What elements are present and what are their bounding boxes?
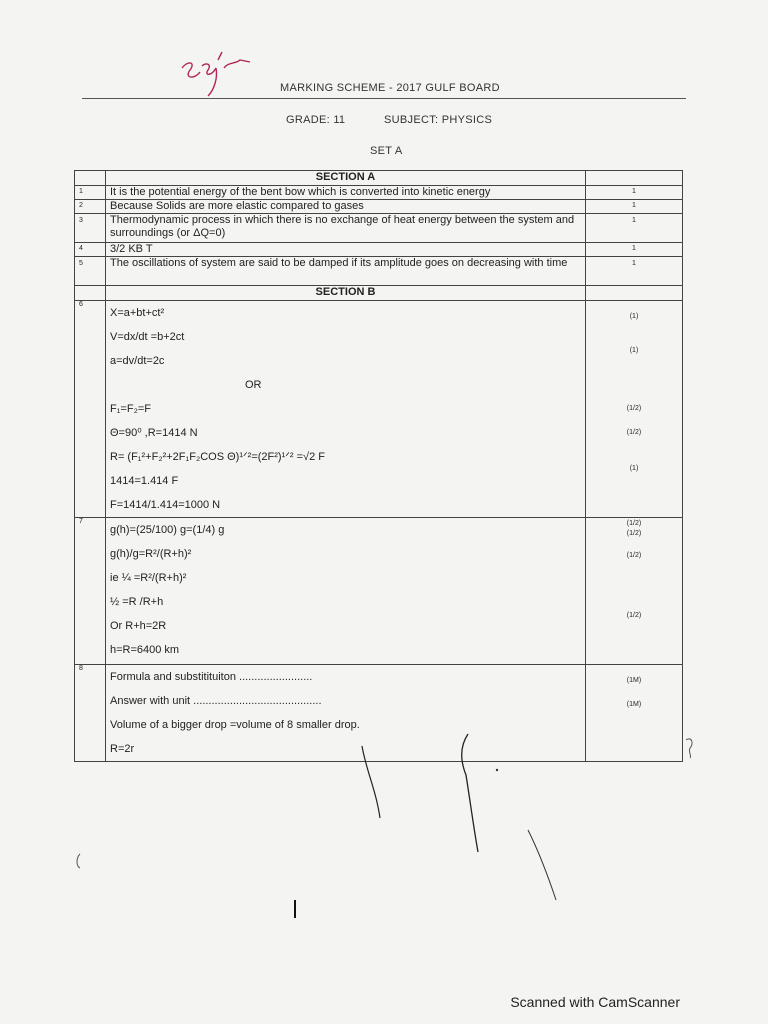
answer-text: Thermodynamic process in which there is no exchange of heat energy between the system and surroundings (or ΔQ=0): [106, 214, 586, 243]
page-title: MARKING SCHEME - 2017 GULF BOARD: [280, 82, 500, 94]
mark-value: 1: [586, 186, 683, 200]
answer-line: F=1414/1.414=1000 N: [110, 499, 221, 511]
section-a-title: SECTION A: [106, 171, 586, 186]
mark-value: (1): [629, 313, 639, 320]
mark-value: (1/2): [626, 552, 642, 559]
table-row: [75, 301, 683, 518]
mark-column: [586, 301, 683, 518]
answer-line: Answer with unit ..........................................: [110, 695, 322, 707]
mark-value: 1: [586, 214, 683, 243]
table-row: [75, 665, 683, 762]
mark-value: (1/2): [626, 405, 642, 412]
answer-line: a=dv/dt=2c: [110, 355, 165, 367]
answer-text: The oscillations of system are said to be damped if its amplitude goes on decreasing with time: [106, 257, 586, 286]
answer-line: ie ¼ =R²/(R+h)²: [110, 572, 187, 584]
question-number: 6: [75, 301, 106, 518]
mark-value: (1M): [626, 677, 642, 684]
scanner-watermark: Scanned with CamScanner: [510, 994, 680, 1010]
mark-value: 1: [586, 200, 683, 214]
answer-text: 3/2 KB T: [106, 243, 586, 257]
answer-line: V=dx/dt =b+2ct: [110, 331, 185, 343]
signature: [178, 42, 258, 102]
table-row: [75, 200, 683, 214]
marking-table: [74, 170, 683, 762]
set-label: SET A: [370, 145, 403, 157]
section-b-header-row: [75, 286, 683, 301]
question-number: 2: [75, 200, 106, 214]
mark-value: 1: [586, 243, 683, 257]
mark-value: (1): [629, 347, 639, 354]
answer-line: g(h)=(25/100) g=(1/4) g: [110, 524, 225, 536]
answer-line: F₁=F₂=F: [110, 403, 151, 415]
mark-value: (1/2): [626, 530, 642, 537]
answer-line: Or R+h=2R: [110, 620, 167, 632]
answer-line: Θ=90⁰ ,R=1414 N: [110, 427, 198, 439]
answer-line: Formula and substitituiton ........................: [110, 671, 313, 683]
answer-line: ½ =R /R+h: [110, 596, 164, 608]
answer-block: [106, 518, 586, 665]
table-row: [75, 243, 683, 257]
mark-value: (1/2): [626, 429, 642, 436]
question-number: 7: [75, 518, 106, 665]
header-rule: [82, 98, 686, 99]
or-separator: OR: [245, 379, 262, 391]
answer-line: 1414=1.414 F: [110, 475, 179, 487]
question-number: 4: [75, 243, 106, 257]
answer-text: Because Solids are more elastic compared to gases: [106, 200, 586, 214]
mark-column: [586, 518, 683, 665]
mark-value: (1/2): [626, 612, 642, 619]
answer-line: h=R=6400 km: [110, 644, 180, 656]
question-number: 3: [75, 214, 106, 243]
answer-text: It is the potential energy of the bent bow which is converted into kinetic energy: [106, 186, 586, 200]
section-b-title: SECTION B: [106, 286, 586, 301]
mark-value: (1M): [626, 701, 642, 708]
mark-value: (1): [629, 465, 639, 472]
mark-value: (1/2): [626, 520, 642, 527]
answer-block: [106, 665, 586, 762]
table-row: [75, 518, 683, 665]
mark-value: 1: [586, 257, 683, 286]
answer-line: X=a+bt+ct²: [110, 307, 165, 319]
table-row: [75, 214, 683, 243]
answer-line: Volume of a bigger drop =volume of 8 smaller drop.: [110, 719, 360, 731]
table-row: [75, 186, 683, 200]
grade-label: GRADE: 11: [286, 114, 346, 126]
question-number: 1: [75, 186, 106, 200]
subject-label: SUBJECT: PHYSICS: [384, 114, 493, 126]
answer-line: R=2r: [110, 743, 135, 755]
table-row: [75, 257, 683, 286]
answer-line: g(h)/g=R²/(R+h)²: [110, 548, 192, 560]
question-number: 8: [75, 665, 106, 762]
section-a-header-row: [75, 171, 683, 186]
answer-block: [106, 301, 586, 518]
question-number: 5: [75, 257, 106, 286]
mark-column: [586, 665, 683, 762]
answer-line: R= (F₁²+F₂²+2F₁F₂COS Θ)¹ᐟ²=(2F²)¹ᐟ² =√2 F: [110, 451, 325, 463]
